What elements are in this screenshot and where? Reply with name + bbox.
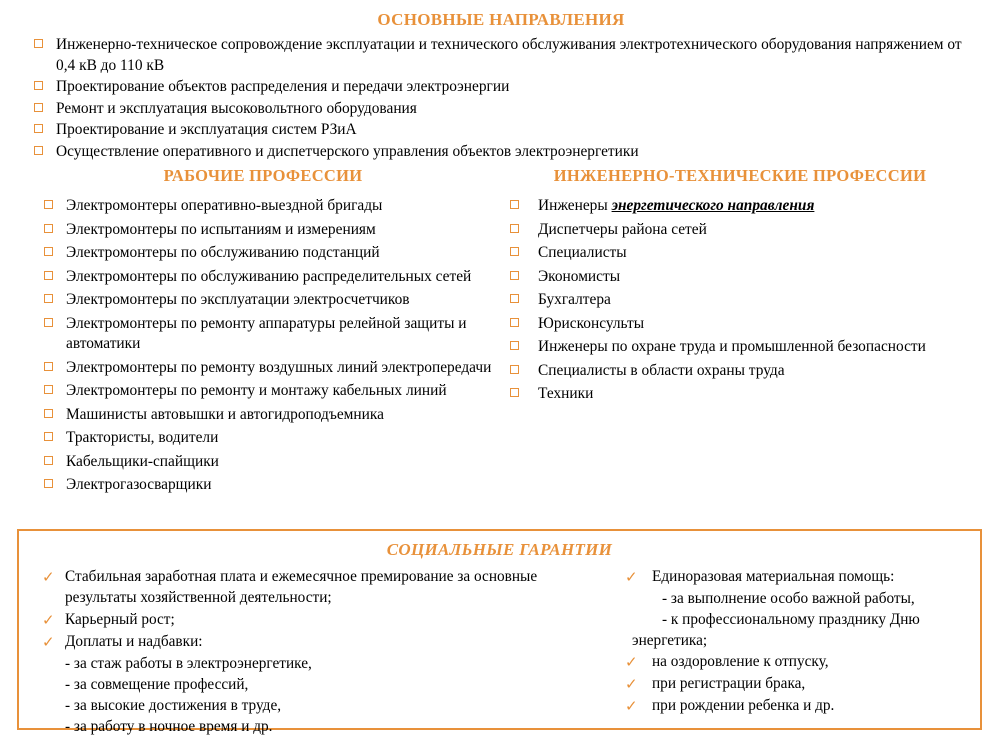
list-item <box>28 452 498 473</box>
list-item-label: на оздоровление к отпуску, <box>652 653 829 670</box>
list-item-label: Карьерный рост; <box>65 611 175 628</box>
list-item-label: Специалисты в области охраны труда <box>538 361 785 379</box>
social-guarantees-columns <box>19 566 980 737</box>
list-item <box>622 695 967 716</box>
list-item <box>28 314 498 355</box>
sub-item: - к профессиональному празднику Дню <box>662 611 920 628</box>
square-bullet-icon <box>510 224 519 233</box>
list-item <box>28 381 498 402</box>
list-item-label: Электромонтеры оперативно-выездной бригады <box>66 197 383 214</box>
check-mark-icon: ✓ <box>625 697 638 715</box>
square-bullet-icon <box>510 318 519 327</box>
list-item <box>28 196 498 217</box>
check-mark-icon: ✓ <box>625 653 638 671</box>
square-bullet-icon <box>34 146 43 155</box>
list-item <box>39 631 567 652</box>
sub-item: - за стаж работы в электроэнергетике, <box>65 655 312 672</box>
square-bullet-icon <box>44 247 53 256</box>
square-bullet-icon <box>34 81 43 90</box>
sub-item: - за совмещение профессий, <box>65 676 249 693</box>
social-guarantees-right-column <box>567 566 967 737</box>
list-item <box>30 77 972 98</box>
square-bullet-icon <box>510 388 519 397</box>
check-mark-icon: ✓ <box>625 675 638 693</box>
list-item-label: Электромонтеры по обслуживанию подстанций <box>66 244 380 261</box>
list-item-label: Инженеры по охране труда и промышленной безопасности <box>538 338 926 355</box>
square-bullet-icon <box>510 271 519 280</box>
engineer-professions-list <box>500 196 980 405</box>
list-item <box>30 120 972 141</box>
list-item <box>30 99 972 120</box>
list-item-label: Трактористы, водители <box>66 429 219 446</box>
list-item-label: Проектирование и эксплуатация систем РЗиА <box>56 121 357 138</box>
list-item <box>500 290 980 311</box>
social-guarantees-left-list <box>39 566 567 652</box>
square-bullet-icon <box>510 341 519 350</box>
check-mark-icon: ✓ <box>42 568 55 586</box>
list-item-label: Ремонт и эксплуатация высоковольтного оборудования <box>56 99 417 117</box>
list-item <box>622 566 967 587</box>
section-title-main-directions: ОСНОВНЫЕ НАПРАВЛЕНИЯ <box>377 10 625 29</box>
square-bullet-icon <box>44 294 53 303</box>
list-item <box>500 196 980 217</box>
list-item <box>500 220 980 241</box>
list-item-label: Техники <box>538 385 594 402</box>
social-guarantees-left-column <box>27 566 567 737</box>
square-bullet-icon <box>34 39 43 48</box>
list-item-label: Диспетчеры района сетей <box>538 220 707 238</box>
list-item-label: Электромонтеры по ремонту воздушных линий электропередачи <box>66 358 492 376</box>
square-bullet-icon <box>34 124 43 133</box>
square-bullet-icon <box>44 432 53 441</box>
list-item <box>28 220 498 241</box>
sub-item: энергетика; <box>632 632 708 649</box>
list-item <box>30 142 972 163</box>
section-main-directions <box>30 10 972 163</box>
square-bullet-icon <box>44 385 53 394</box>
list-item <box>500 361 980 382</box>
list-item-label: Инженеры <box>538 197 612 214</box>
list-item-label: Электромонтеры по обслуживанию распределительных сетей <box>66 267 472 285</box>
square-bullet-icon <box>44 409 53 418</box>
list-item-label: Юрисконсульты <box>538 314 645 332</box>
list-item <box>39 609 567 630</box>
list-item-emphasis: энергетического направления <box>611 197 815 214</box>
list-item <box>39 566 567 608</box>
list-item-label: Стабильная заработная плата и ежемесячное премирование за основные результаты хозяйственной деятельности; <box>65 568 538 606</box>
check-mark-icon: ✓ <box>42 611 55 629</box>
list-item-label: Экономисты <box>538 267 621 285</box>
list-item <box>28 243 498 264</box>
list-item <box>622 651 967 672</box>
list-item <box>28 428 498 449</box>
square-bullet-icon <box>44 318 53 327</box>
list-item-label: при рождении ребенка и др. <box>652 697 835 714</box>
list-item-label: Электромонтеры по эксплуатации электросчетчиков <box>66 291 410 308</box>
list-item-label: Единоразовая материальная помощь: <box>652 568 895 585</box>
square-bullet-icon <box>44 200 53 209</box>
square-bullet-icon <box>44 479 53 488</box>
check-mark-icon: ✓ <box>625 568 638 586</box>
square-bullet-icon <box>510 294 519 303</box>
list-item <box>500 267 980 288</box>
square-bullet-icon <box>510 247 519 256</box>
social-guarantees-right-list <box>622 566 967 587</box>
section-social-guarantees <box>17 529 982 735</box>
list-item-label: Специалисты <box>538 244 627 261</box>
list-item-label: Бухгалтера <box>538 291 611 308</box>
list-item <box>500 243 980 264</box>
square-bullet-icon <box>44 224 53 233</box>
list-item <box>28 290 498 311</box>
list-item-label: Кабельщики-спайщики <box>66 452 219 470</box>
list-item-label: Доплаты и надбавки: <box>65 633 203 650</box>
section-title-worker-professions: РАБОЧИЕ ПРОФЕССИИ <box>163 166 363 185</box>
list-item <box>28 267 498 288</box>
sub-item: - за выполнение особо важной работы, <box>662 590 915 607</box>
sub-item: - за работу в ночное время и др. <box>65 718 273 735</box>
list-item <box>30 35 972 76</box>
square-bullet-icon <box>34 103 43 112</box>
section-title-social-guarantees: СОЦИАЛЬНЫЕ ГАРАНТИИ <box>386 540 613 559</box>
list-item <box>28 475 498 496</box>
square-bullet-icon <box>44 271 53 280</box>
main-directions-list <box>30 35 972 162</box>
list-item-label: Электромонтеры по ремонту и монтажу кабельных линий <box>66 382 447 399</box>
list-item <box>500 337 980 358</box>
list-item-label: Проектирование объектов распределения и передачи электроэнергии <box>56 78 510 95</box>
check-mark-icon: ✓ <box>42 633 55 651</box>
worker-professions-list <box>28 196 498 496</box>
list-item-label: Электрогазосварщики <box>66 476 212 493</box>
list-item <box>500 314 980 335</box>
list-item <box>28 358 498 379</box>
square-bullet-icon <box>510 200 519 209</box>
list-item <box>28 405 498 426</box>
section-worker-professions <box>28 166 498 499</box>
square-bullet-icon <box>44 362 53 371</box>
list-item-label: при регистрации брака, <box>652 675 806 692</box>
list-item <box>622 673 967 694</box>
section-title-engineer-professions: ИНЖЕНЕРНО-ТЕХНИЧЕСКИЕ ПРОФЕССИИ <box>553 166 927 185</box>
list-item <box>500 384 980 405</box>
list-item-label: Электромонтеры по ремонту аппаратуры релейной защиты и автоматики <box>66 314 467 352</box>
list-item-label: Инженерно-техническое сопровождение эксплуатации и технического обслуживания электротехнического оборудования напряжением от 0,4 кВ до 110 кВ <box>56 36 962 74</box>
social-guarantees-right-list-2 <box>622 651 967 716</box>
list-item-label: Электромонтеры по испытаниям и измерениям <box>66 220 376 238</box>
square-bullet-icon <box>44 456 53 465</box>
square-bullet-icon <box>510 365 519 374</box>
list-item-label: Осуществление оперативного и диспетчерского управления объектов электроэнергетики <box>56 142 639 160</box>
list-item-label: Машинисты автовышки и автогидроподъемника <box>66 405 384 423</box>
section-engineer-professions <box>500 166 980 408</box>
sub-item: - за высокие достижения в труде, <box>65 697 282 714</box>
